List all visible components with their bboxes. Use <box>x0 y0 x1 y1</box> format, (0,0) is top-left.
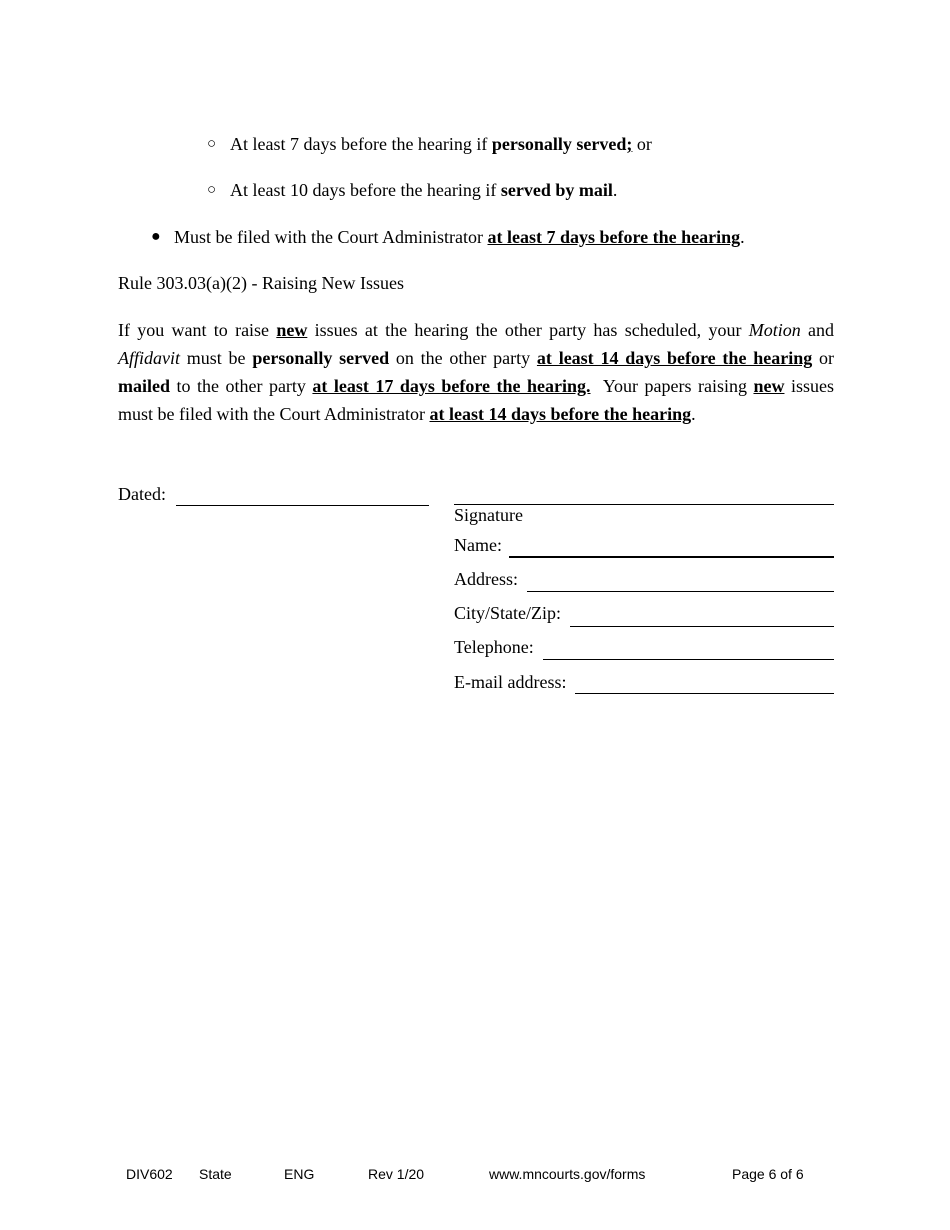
name-field[interactable] <box>509 556 834 558</box>
rule-heading: Rule 303.03(a)(2) - Raising New Issues <box>118 273 404 293</box>
new-issues-paragraph: If you want to raise new issues at the hearing the other party has scheduled, your Motion and Affidavit must be personally served on the other party at least 14 days before the hearing or mailed to the other party at least 17 days before the hearing. Your papers raising new issues must be filed with the Court Administrator at least 14 days before the hearing. <box>118 320 834 424</box>
name-label: Name: <box>454 535 502 555</box>
disc-bullet-icon: ● <box>151 228 161 245</box>
footer-language: ENG <box>284 1166 315 1182</box>
email-address-field[interactable] <box>575 693 834 694</box>
telephone-field[interactable] <box>543 659 834 660</box>
circle-bullet-icon: ○ <box>207 136 217 152</box>
city-state-zip-field[interactable] <box>570 626 834 627</box>
signature-label: Signature <box>454 505 523 525</box>
circle-bullet-icon: ○ <box>207 182 217 198</box>
footer-website: www.mncourts.gov/forms <box>489 1166 646 1182</box>
city-state-zip-label: City/State/Zip: <box>454 603 561 623</box>
telephone-label: Telephone: <box>454 637 534 657</box>
bullet-text: Must be filed with the Court Administrator at least 7 days before the hearing. <box>174 227 745 247</box>
dated-field[interactable] <box>176 505 429 506</box>
footer-page-number: Page 6 of 6 <box>732 1166 804 1182</box>
footer-revision: Rev 1/20 <box>368 1166 425 1182</box>
email-address-label: E-mail address: <box>454 672 567 692</box>
address-label: Address: <box>454 569 518 589</box>
sub-bullet-text: At least 10 days before the hearing if served by mail. <box>230 180 618 200</box>
footer-form-id: DIV602 <box>126 1166 173 1182</box>
footer-jurisdiction: State <box>199 1166 232 1182</box>
dated-label: Dated: <box>118 484 166 504</box>
sub-bullet-text: At least 7 days before the hearing if personally served; or <box>230 134 652 154</box>
address-field[interactable] <box>527 591 834 592</box>
